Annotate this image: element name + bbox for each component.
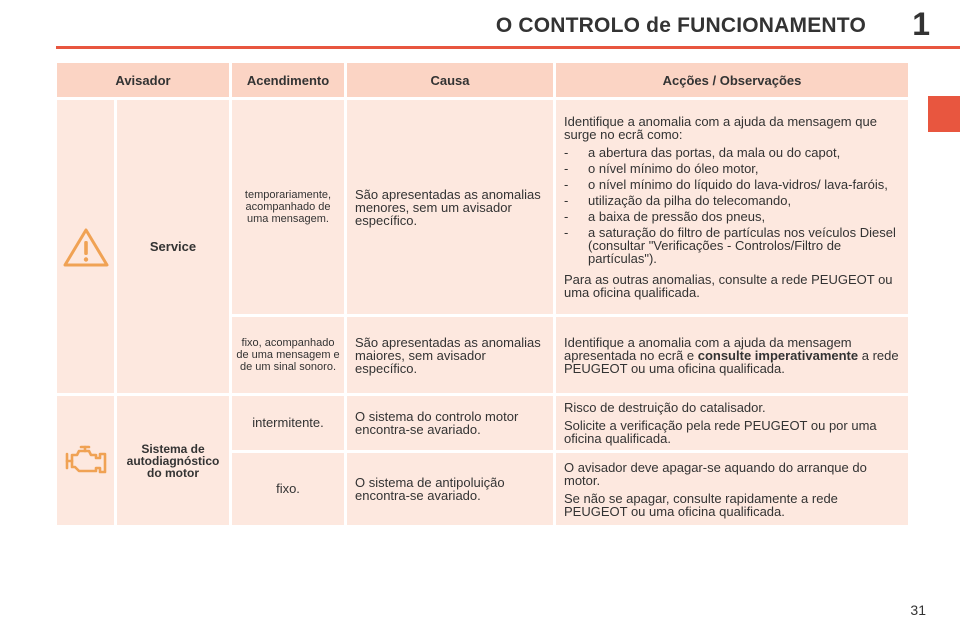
engine-icon [57,396,114,525]
page-number: 31 [910,602,926,618]
action-text: Risco de destruição do catalisador. [564,400,766,415]
action-intro: Identifique a anomalia com a ajuda da mensagem que surge no ecrã como: [564,114,877,142]
cause-cell: São apresentadas as anomalias maiores, sem avisador específico. [347,317,553,393]
action-cell [556,453,908,525]
lighting-cell: fixo. [232,453,344,525]
action-cell [556,317,908,393]
warning-triangle-icon [57,100,114,393]
warning-name-service: Service [117,100,229,393]
list-item: - a saturação do filtro de partículas nos veículos Diesel (consultar "Verificações - Controlos/Filtro de partículas"). [564,225,896,266]
action-outro: Para as outras anomalias, consulte a rede PEUGEOT ou uma oficina qualificada. [564,272,893,300]
action-text: O avisador deve apagar-se aquando do arranque do motor. [564,459,867,488]
action-cell [556,396,908,450]
chapter-tab [928,96,960,132]
list-item: - o nível mínimo do líquido do lava-vidros/ lava-faróis, [564,177,888,192]
warning-name-engine-diagnostics: Sistema de autodiagnóstico do motor [117,396,229,525]
column-header-actions: Acções / Observações [556,63,908,97]
column-header-lighting: Acendimento [232,63,344,97]
column-header-cause: Causa [347,63,553,97]
chapter-number: 1 [912,6,930,42]
lighting-cell: fixo, acompanhado de uma mensagem e de um sinal sonoro. [232,317,344,393]
cause-cell: O sistema do controlo motor encontra-se avariado. [347,396,553,450]
action-list [564,146,902,268]
action-text: Se não se apagar, consulte rapidamente a rede PEUGEOT ou uma oficina qualificada. [564,490,838,519]
action-text: Solicite a verificação pela rede PEUGEOT ou por uma oficina qualificada. [564,418,877,446]
action-text: Identifique a anomalia com a ajuda da mensagem apresentada no ecrã e consulte imperativamente a rede PEUGEOT ou uma oficina qualificada. [564,334,899,376]
action-cell [556,100,908,314]
title-rule [56,46,960,49]
cause-cell: O sistema de antipoluição encontra-se avariado. [347,453,553,525]
page-title: O CONTROLO de FUNCIONAMENTO [495,14,866,37]
list-item: - o nível mínimo do óleo motor, [564,161,759,176]
cause-cell: São apresentadas as anomalias menores, sem um avisador específico. [347,100,553,314]
lighting-cell: temporariamente, acompanhado de uma mensagem. [232,100,344,314]
lighting-cell: intermitente. [232,396,344,450]
list-item: - utilização da pilha do telecomando, [564,193,792,208]
list-item: - a abertura das portas, da mala ou do capot, [564,145,841,160]
action-emphasis: consulte imperativamente [697,347,859,363]
warning-lights-table [57,63,908,525]
list-item: - a baixa de pressão dos pneus, [564,209,766,224]
column-header-warning: Avisador [57,63,229,97]
